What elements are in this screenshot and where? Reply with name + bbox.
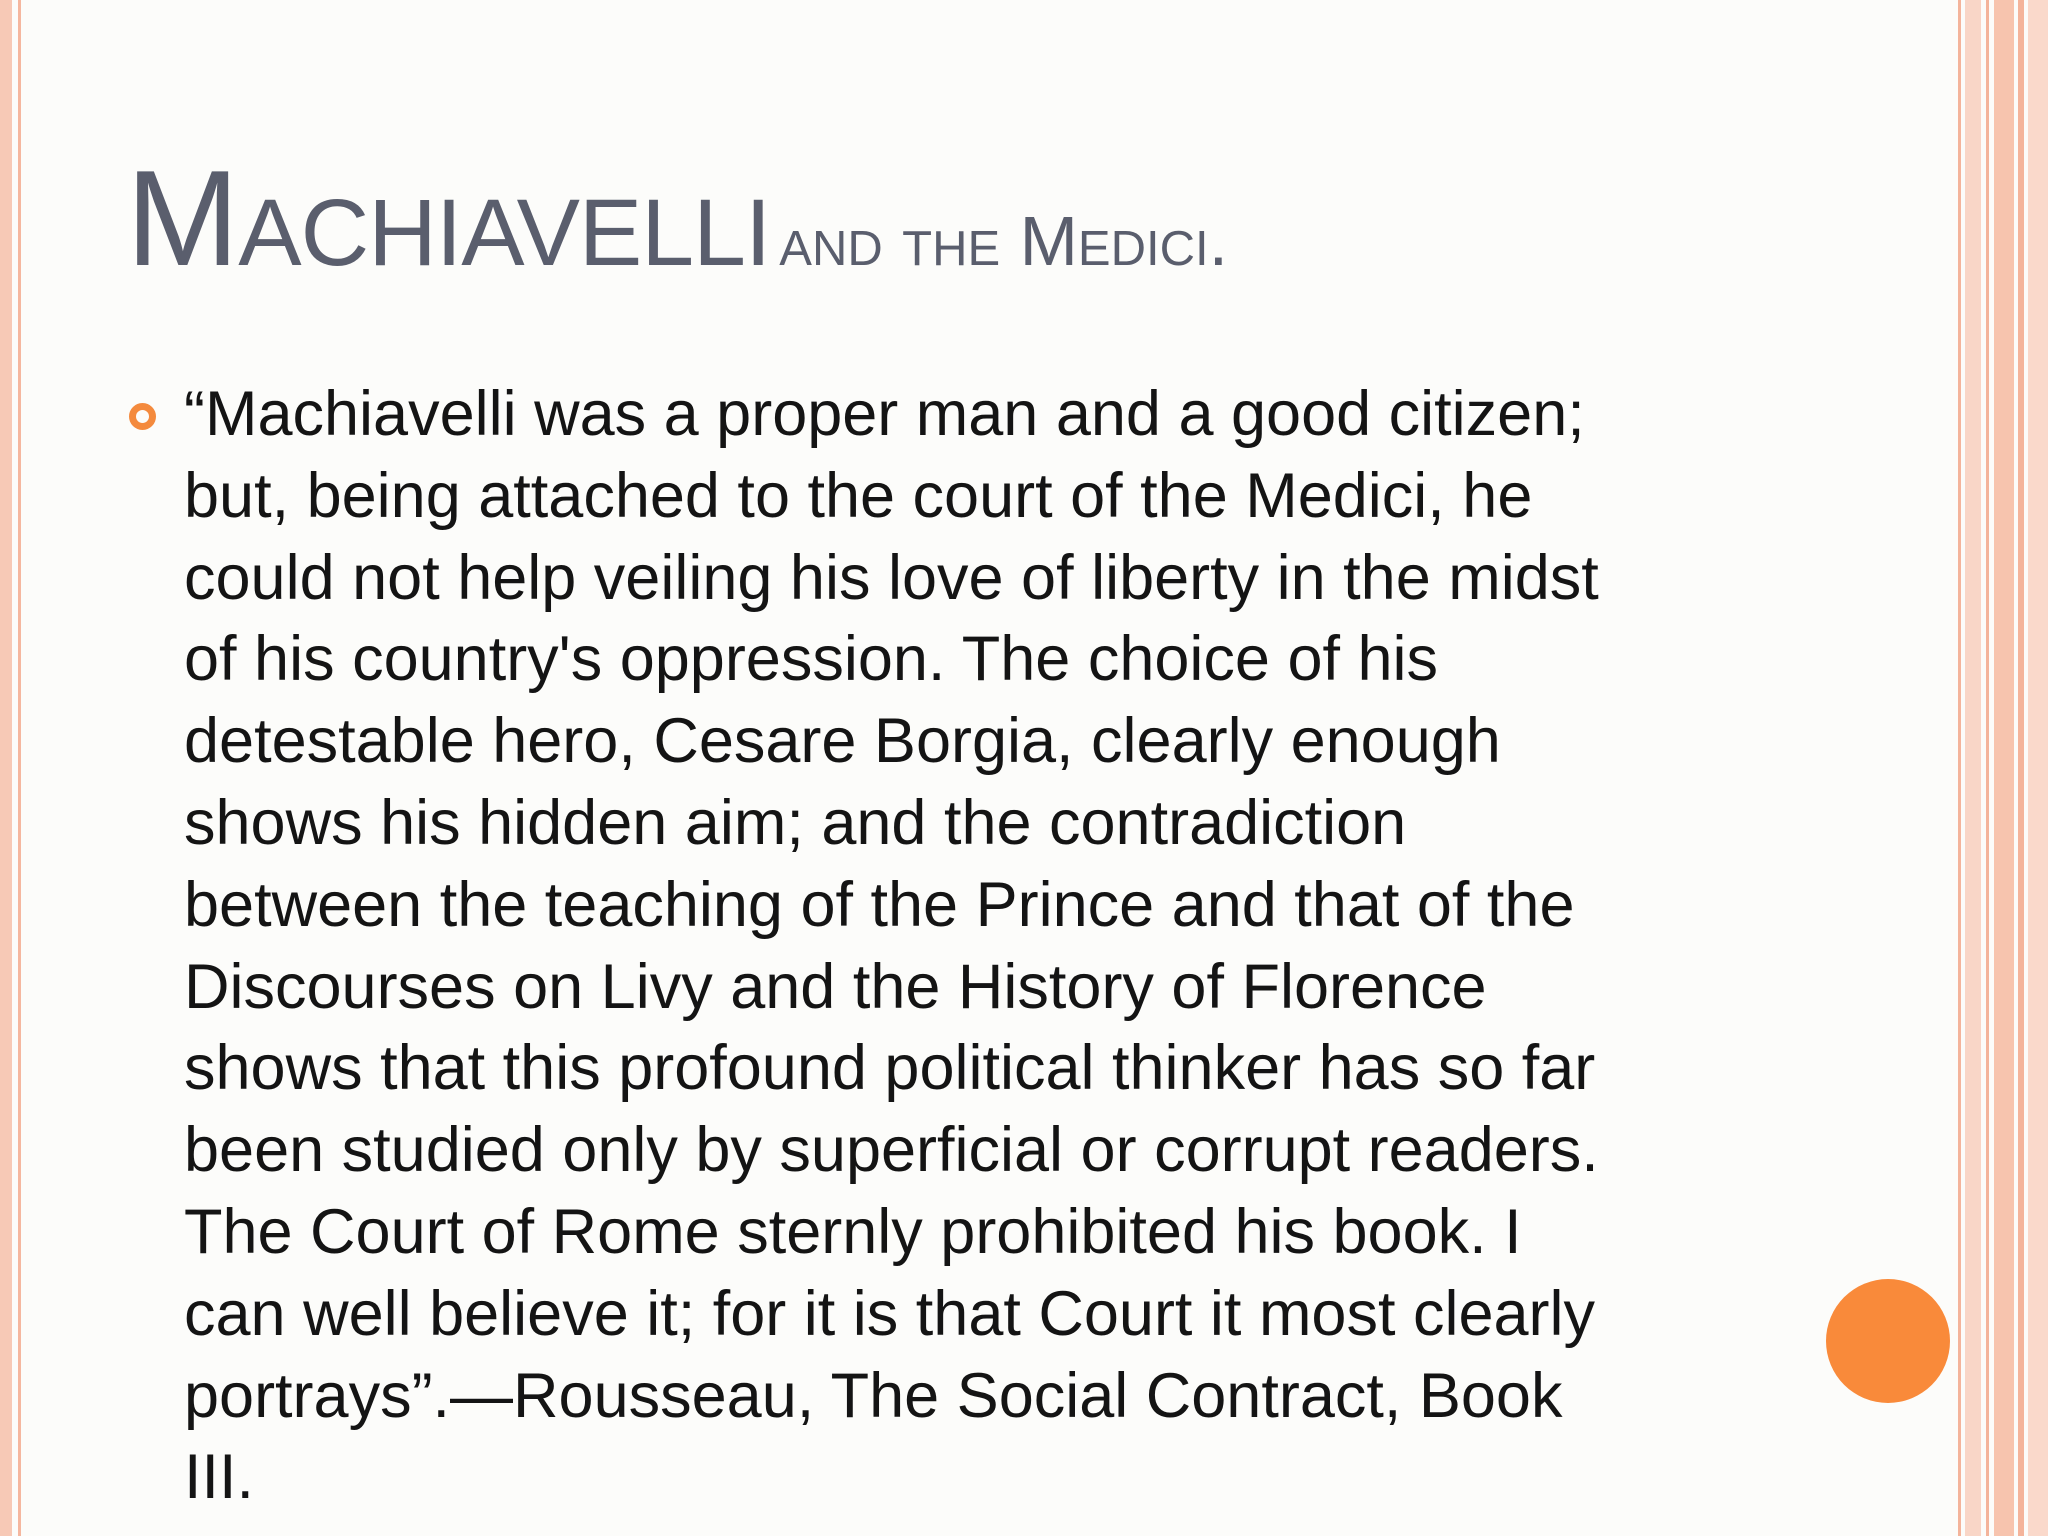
quote-line: of his country's oppression. The choice of his xyxy=(184,624,1439,695)
quote-line: between the teaching of the Prince and that of the xyxy=(184,869,1575,940)
left-border-line xyxy=(18,0,21,1536)
hollow-circle-bullet-icon xyxy=(129,403,156,430)
rousseau-quote xyxy=(184,374,1744,1519)
quote-line: “Machiavelli was a proper man and a good citizen; xyxy=(184,379,1585,449)
quote-line: could not help veiling his love of liberty in the midst xyxy=(184,542,1599,613)
quote-line: but, being attached to the court of the Medici, he xyxy=(184,460,1533,531)
right-border-line-1 xyxy=(1958,0,1961,1536)
slide-title-rest: and the Medici. xyxy=(779,202,1229,280)
orange-circle-decoration xyxy=(1826,1279,1950,1403)
quote-line: detestable hero, Cesare Borgia, clearly enough xyxy=(184,706,1501,777)
right-border-stripe-2 xyxy=(1994,0,2014,1536)
right-border-line-3 xyxy=(2018,0,2024,1536)
quote-line: can well believe it; for it is that Court it most clearly xyxy=(184,1278,1596,1349)
slide-title xyxy=(126,142,1906,294)
quote-line: been studied only by superficial or corrupt readers. xyxy=(184,1115,1599,1186)
slide-title-main: Machiavelli xyxy=(126,142,771,294)
right-border-stripe-3 xyxy=(2028,0,2048,1536)
right-border-line-2 xyxy=(1986,0,1989,1536)
left-border-stripe xyxy=(0,0,12,1536)
quote-line: shows that this profound political thinker has so far xyxy=(184,1033,1596,1104)
quote-line: shows his hidden aim; and the contradiction xyxy=(184,787,1407,858)
quote-line: III. xyxy=(184,1442,255,1513)
quote-line: Discourses on Livy and the History of Florence xyxy=(184,951,1487,1022)
quote-line: The Court of Rome sternly prohibited his book. I xyxy=(184,1196,1522,1267)
quote-line: portrays”.—Rousseau, The Social Contract, Book xyxy=(184,1360,1563,1431)
right-border-stripe-1 xyxy=(1965,0,1981,1536)
